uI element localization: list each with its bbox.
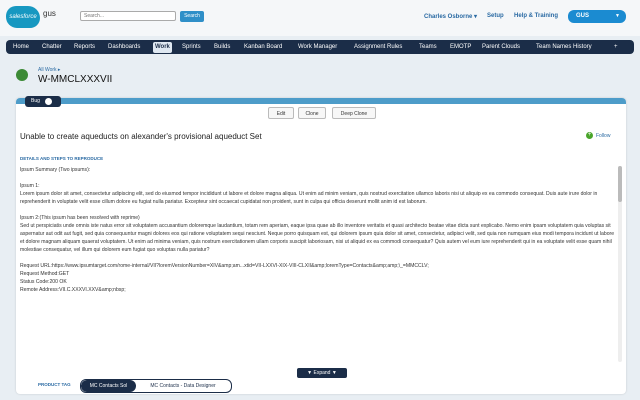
request-method: Request Method:GET xyxy=(20,271,70,277)
product-tag-primary[interactable]: MC Contacts Sol xyxy=(81,380,136,392)
record-title: W-MMCLXXXVII xyxy=(38,74,113,85)
record-type-icon xyxy=(45,98,52,105)
description-body xyxy=(20,166,616,363)
product-tag-group xyxy=(80,379,232,393)
tab-home[interactable]: Home xyxy=(13,44,30,50)
setup-link[interactable]: Setup xyxy=(487,13,504,19)
section-label: DETAILS AND STEPS TO REPRODUCE xyxy=(20,156,104,161)
help-training-link[interactable]: Help & Training xyxy=(514,13,559,19)
bug-object-icon xyxy=(16,69,28,81)
plus-icon[interactable]: + xyxy=(587,132,592,138)
deep-clone-button[interactable]: Deep Clone xyxy=(332,107,376,119)
tab-sprints[interactable]: Sprints xyxy=(182,44,201,50)
record-type-label: Bug xyxy=(31,98,40,104)
record-subject: Unable to create aqueducts on alexander's provisional aqueduct Set xyxy=(20,132,262,141)
tab-assignment-rules[interactable]: Assignment Rules xyxy=(354,44,403,50)
app-switcher-label: GUS xyxy=(576,13,590,19)
tab-kanban-board[interactable]: Kanban Board xyxy=(244,44,283,50)
tab-bar xyxy=(6,40,634,54)
chevron-down-icon: ▼ xyxy=(615,13,620,19)
tab-team-names-history[interactable]: Team Names History xyxy=(536,44,592,50)
breadcrumb[interactable]: All Work ▸ xyxy=(38,67,61,73)
search-button[interactable]: Search xyxy=(180,11,204,22)
record-type-badge[interactable] xyxy=(25,96,61,107)
top-header xyxy=(0,0,640,36)
search-input[interactable] xyxy=(80,11,176,21)
tab-parent-clouds[interactable]: Parent Clouds xyxy=(482,44,521,50)
tab-reports[interactable]: Reports xyxy=(74,44,96,50)
clone-button[interactable]: Clone xyxy=(298,107,326,119)
user-menu[interactable]: Charles Osborne ▾ xyxy=(424,14,478,20)
product-tag-secondary[interactable]: MC Contacts - Data Designer xyxy=(150,383,216,389)
ipsum1-title: Ipsum 1: xyxy=(20,183,40,189)
expand-button[interactable]: ▼ Expand ▼ xyxy=(297,368,347,378)
ipsum2-text: Sed ut perspiciatis unde omnis iste natus error sit voluptatem accusantium doloremque laudantium, totam rem aperiam, eaque ipsa quae ab illo inventore veritatis et quasi architecto beatae vitae dicta sunt explicabo. Nemo enim ipsam voluptatem quia voluptas sit aspernatur aut odit aut fugit, sed quia consequuntur magni dolores eos qui ratione voluptatem sequi nesciunt. Neque porro quisquam est, qui dolorem ipsum quia dolor sit amet, consectetur, adipisci velit, sed quia non numquam eius modi tempora incidunt ut labore et dolore magnam aliquam quaerat voluptatem. Ut enim ad minima veniam, quis nostrum exercitationem ullam corporis suscipit laboriosam, nisi ut aliquid ex ea commodi consequatur? Quis autem vel eum iure reprehenderit qui in ea voluptate velit esse quam nihil molestiae consequatur, vel illum qui dolorem eum fugiat quo voluptas nulla pariatur? xyxy=(20,223,615,253)
description-summary: Ipsum Summary (Two ipsums): xyxy=(20,167,91,173)
scrollbar-thumb[interactable] xyxy=(618,166,622,202)
tab-add[interactable]: + xyxy=(614,44,618,50)
tab-builds[interactable]: Builds xyxy=(214,44,231,50)
salesforce-logo[interactable]: salesforce xyxy=(6,6,40,28)
tab-work[interactable]: Work xyxy=(153,42,172,53)
tab-emotp[interactable]: EMOTP xyxy=(450,44,472,50)
tab-work-manager[interactable]: Work Manager xyxy=(298,44,338,50)
ipsum1-text: Lorem ipsum dolor sit amet, consectetur adipiscing elit, sed do eiusmod tempor incididunt ut labore et dolore magna aliqua. Ut enim ad minim veniam, quis nostrud exercitation ullamco laboris nisi ut aliquip ex ea commodo consequat. Duis aute irure dolor in reprehenderit in voluptate velit esse cillum dolore eu fugiat nulla pariatur. Excepteur sint occaecat cupidatat non proident, sunt in culpa qui officia deserunt mollit anim id est laborum. xyxy=(20,191,598,205)
ipsum2-title: Ipsum 2:(This ipsum has been resolved with reprime) xyxy=(20,215,140,221)
product-tag-label: PRODUCT TAG xyxy=(38,382,71,387)
app-switcher-button[interactable] xyxy=(568,10,626,23)
tab-chatter[interactable]: Chatter xyxy=(42,44,62,50)
panel-header-bar xyxy=(16,98,626,104)
app-label: gus xyxy=(43,9,56,18)
follow-link[interactable]: Follow xyxy=(596,133,611,139)
request-url: Request URL:https://www.ipsumtarget.com/rome-internal/VII?loremVersionNumber=XIV&amp;am...xtid=VII-LXXVI-XIX-VIII-CLXII&amp;loremType=Contacts&amp;amp;\_=MMCCLV; xyxy=(20,263,429,269)
tab-teams[interactable]: Teams xyxy=(419,44,437,50)
edit-button[interactable]: Edit xyxy=(268,107,294,119)
tab-dashboards[interactable]: Dashboards xyxy=(108,44,141,50)
remote-address: Remote Address:VII.C.XXXVI.XXV&amp;nbsp; xyxy=(20,287,126,293)
status-code: Status Code:200 OK xyxy=(20,279,67,285)
